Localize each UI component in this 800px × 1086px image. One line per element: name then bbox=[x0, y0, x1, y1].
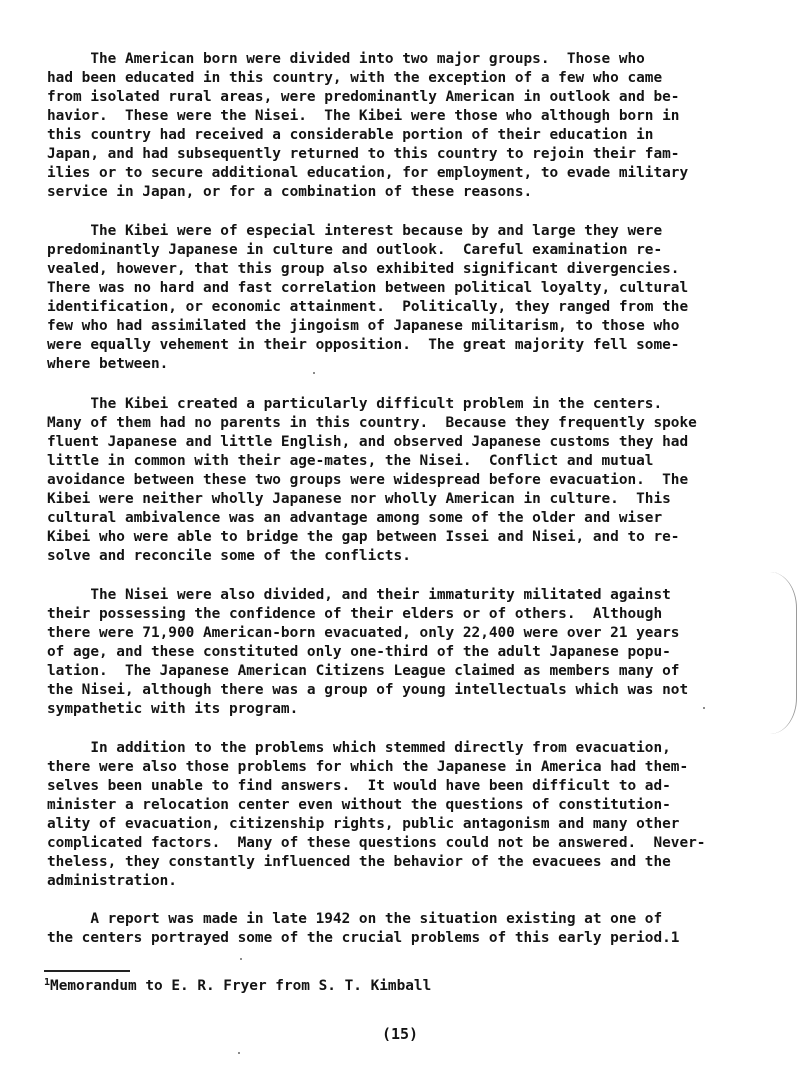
text-line: vealed, however, that this group also exhibited significant divergencies. bbox=[47, 261, 680, 277]
text-line: there were 71,900 American-born evacuated, only 22,400 were over 21 years bbox=[47, 625, 680, 641]
text-line: Many of them had no parents in this country. Because they frequently spoke bbox=[47, 415, 697, 431]
text-line: the Nisei, although there was a group of young intellectuals which was not bbox=[47, 682, 689, 698]
margin-bracket-mark bbox=[770, 572, 797, 734]
text-line: solve and reconcile some of the conflicts. bbox=[47, 548, 411, 564]
text-line: cultural ambivalence was an advantage among some of the older and wiser bbox=[47, 510, 663, 526]
text-line: there were also those problems for which the Japanese in America had them- bbox=[47, 759, 689, 775]
text-line: sympathetic with its program. bbox=[47, 701, 299, 717]
stray-mark bbox=[238, 1052, 240, 1054]
page-number: (15) bbox=[381, 1025, 419, 1043]
text-line: from isolated rural areas, were predominantly American in outlook and be- bbox=[47, 89, 680, 105]
stray-mark bbox=[703, 707, 705, 709]
text-line: theless, they constantly influenced the behavior of the evacuees and the bbox=[47, 854, 671, 870]
stray-mark bbox=[240, 958, 242, 960]
text-line: few who had assimilated the jingoism of Japanese militarism, to those who bbox=[47, 318, 680, 334]
text-line: had been educated in this country, with the exception of a few who came bbox=[47, 70, 663, 86]
footnote-text: Memorandum to E. R. Fryer from S. T. Kimball bbox=[50, 978, 432, 994]
text-line: avoidance between these two groups were widespread before evacuation. The bbox=[47, 472, 689, 488]
text-line: little in common with their age-mates, the Nisei. Conflict and mutual bbox=[47, 453, 654, 469]
text-line: this country had received a considerable portion of their education in bbox=[47, 127, 654, 143]
text-line: The American born were divided into two major groups. Those who bbox=[47, 51, 645, 67]
text-line: In addition to the problems which stemmed directly from evacuation, bbox=[47, 740, 671, 756]
text-line: their possessing the confidence of their elders or of others. Although bbox=[47, 606, 663, 622]
text-line: A report was made in late 1942 on the situation existing at one of bbox=[47, 911, 663, 927]
stray-mark bbox=[313, 372, 315, 374]
footnote-marker: 1 bbox=[44, 977, 51, 988]
text-line: There was no hard and fast correlation between political loyalty, cultural bbox=[47, 280, 689, 296]
text-line: administration. bbox=[47, 873, 177, 889]
text-line: of age, and these constituted only one-third of the adult Japanese popu- bbox=[47, 644, 671, 660]
text-line: where between. bbox=[47, 356, 169, 372]
text-line: havior. These were the Nisei. The Kibei were those who although born in bbox=[47, 108, 680, 124]
text-line: fluent Japanese and little English, and observed Japanese customs they had bbox=[47, 434, 689, 450]
text-line: The Kibei created a particularly difficult problem in the centers. bbox=[47, 396, 663, 412]
footnote bbox=[44, 978, 431, 994]
text-line: were equally vehement in their opposition. The great majority fell some- bbox=[47, 337, 680, 353]
text-line: The Kibei were of especial interest because by and large they were bbox=[47, 223, 663, 239]
text-line: Kibei who were able to bridge the gap between Issei and Nisei, and to re- bbox=[47, 529, 680, 545]
text-line: identification, or economic attainment. Politically, they ranged from the bbox=[47, 299, 689, 315]
text-line: predominantly Japanese in culture and outlook. Careful examination re- bbox=[47, 242, 663, 258]
text-line: complicated factors. Many of these questions could not be answered. Never- bbox=[47, 835, 706, 851]
text-line: Kibei were neither wholly Japanese nor wholly American in culture. This bbox=[47, 491, 671, 507]
text-line: the centers portrayed some of the crucial problems of this early period.1 bbox=[47, 930, 680, 946]
text-line: The Nisei were also divided, and their immaturity militated against bbox=[47, 587, 671, 603]
text-line: minister a relocation center even without the questions of constitution- bbox=[47, 797, 671, 813]
text-line: ilies or to secure additional education, for employment, to evade military bbox=[47, 165, 689, 181]
text-line: ality of evacuation, citizenship rights, public antagonism and many other bbox=[47, 816, 680, 832]
text-line: selves been unable to find answers. It would have been difficult to ad- bbox=[47, 778, 671, 794]
text-line: lation. The Japanese American Citizens League claimed as members many of bbox=[47, 663, 680, 679]
footnote-rule bbox=[44, 970, 130, 972]
text-line: service in Japan, or for a combination of these reasons. bbox=[47, 184, 533, 200]
text-line: Japan, and had subsequently returned to this country to rejoin their fam- bbox=[47, 146, 680, 162]
